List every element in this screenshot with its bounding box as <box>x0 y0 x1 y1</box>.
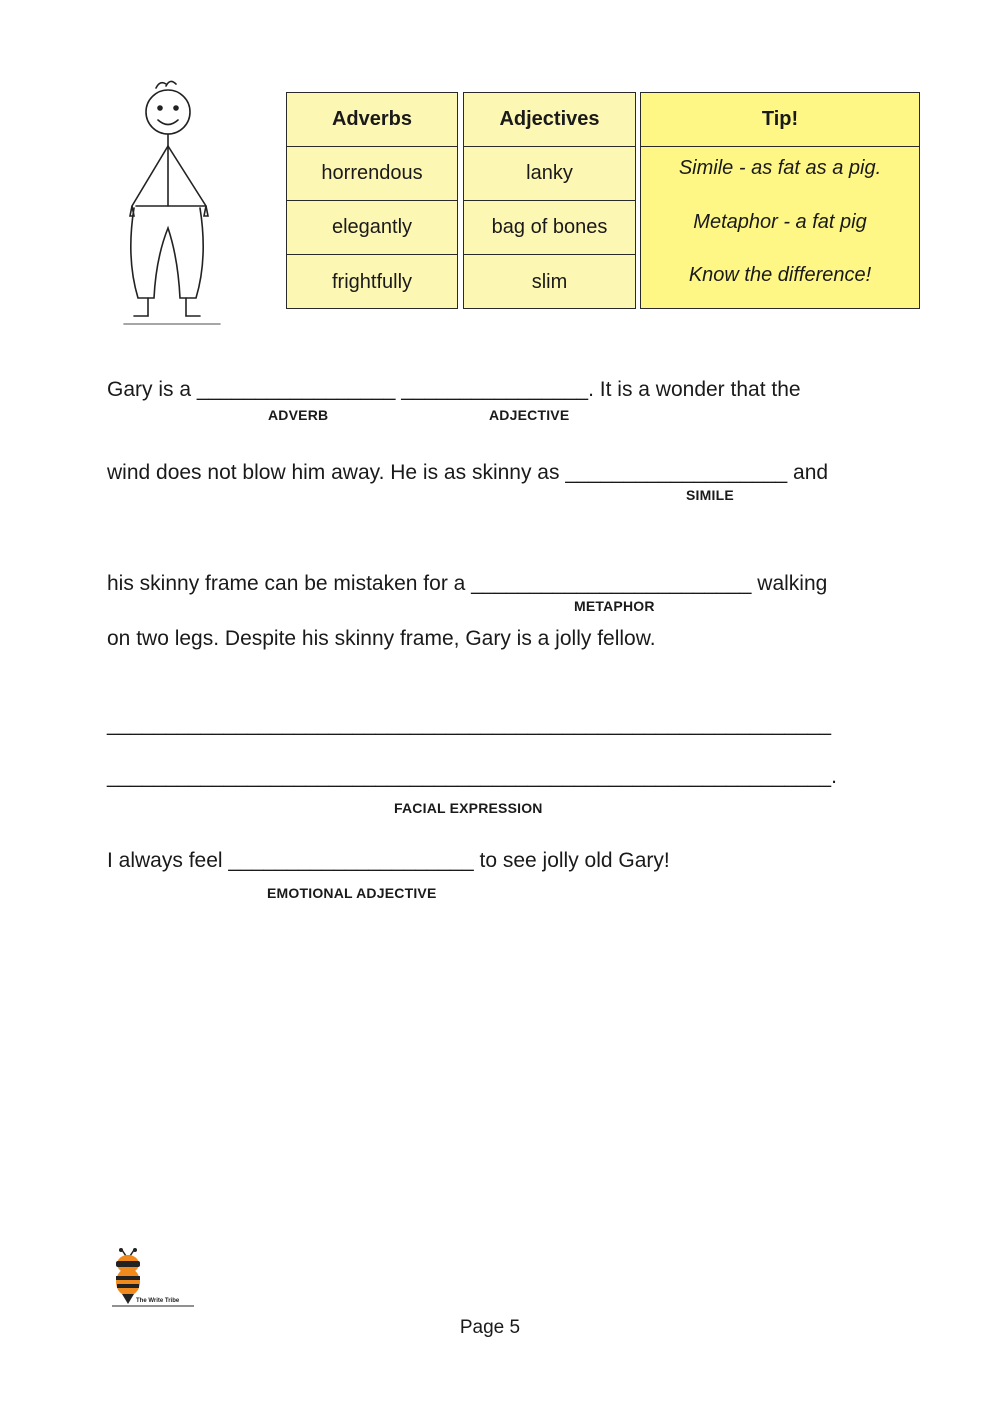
passage-line-5: I always feel _____________________ to see jolly old Gary! <box>107 849 670 872</box>
passage-line-4: on two legs. Despite his skinny frame, Gary is a jolly fellow. <box>107 627 656 650</box>
page-number: Page 5 <box>459 1317 521 1338</box>
logo-text: The Write Tribe <box>136 1298 180 1304</box>
answer-blank-2: ______________________________________________________________. <box>107 765 837 788</box>
tip-header: Tip! <box>641 93 919 147</box>
tip-body <box>641 147 919 307</box>
adverb-label: ADVERB <box>268 407 329 423</box>
tip-line-difference: Know the difference! <box>688 264 872 286</box>
adjectives-table <box>463 92 636 309</box>
emotional-adjective-label: EMOTIONAL ADJECTIVE <box>267 885 437 901</box>
passage-line-2: wind does not blow him away. He is as skinny as ___________________ and <box>107 461 829 484</box>
adverb-item: horrendous <box>287 147 457 201</box>
adverb-item: elegantly <box>287 201 457 255</box>
metaphor-label: METAPHOR <box>574 598 655 614</box>
adjectives-header: Adjectives <box>464 93 635 147</box>
passage-line-3: his skinny frame can be mistaken for a ________________________ walking <box>107 572 828 595</box>
simile-label: SIMILE <box>686 487 734 503</box>
stick-figure-illustration <box>118 78 228 330</box>
adverbs-table <box>286 92 458 309</box>
adverb-item: frightfully <box>331 270 413 293</box>
adjective-item: bag of bones <box>464 201 635 255</box>
adjective-item: slim <box>531 270 568 293</box>
tip-box <box>640 92 920 309</box>
passage-line-1: Gary is a _________________ ________________. It is a wonder that the <box>107 378 801 401</box>
tip-line-simile: Simile - as fat as a pig. <box>678 157 882 179</box>
adjective-label: ADJECTIVE <box>489 407 570 423</box>
adjective-item: lanky <box>464 147 635 201</box>
answer-blank-1: ______________________________________________________________ <box>107 713 832 736</box>
write-tribe-bee-logo <box>108 1246 198 1310</box>
tip-line-metaphor: Metaphor - a fat pig <box>693 210 867 233</box>
adverbs-header: Adverbs <box>287 93 457 147</box>
facial-expression-label: FACIAL EXPRESSION <box>394 800 543 816</box>
